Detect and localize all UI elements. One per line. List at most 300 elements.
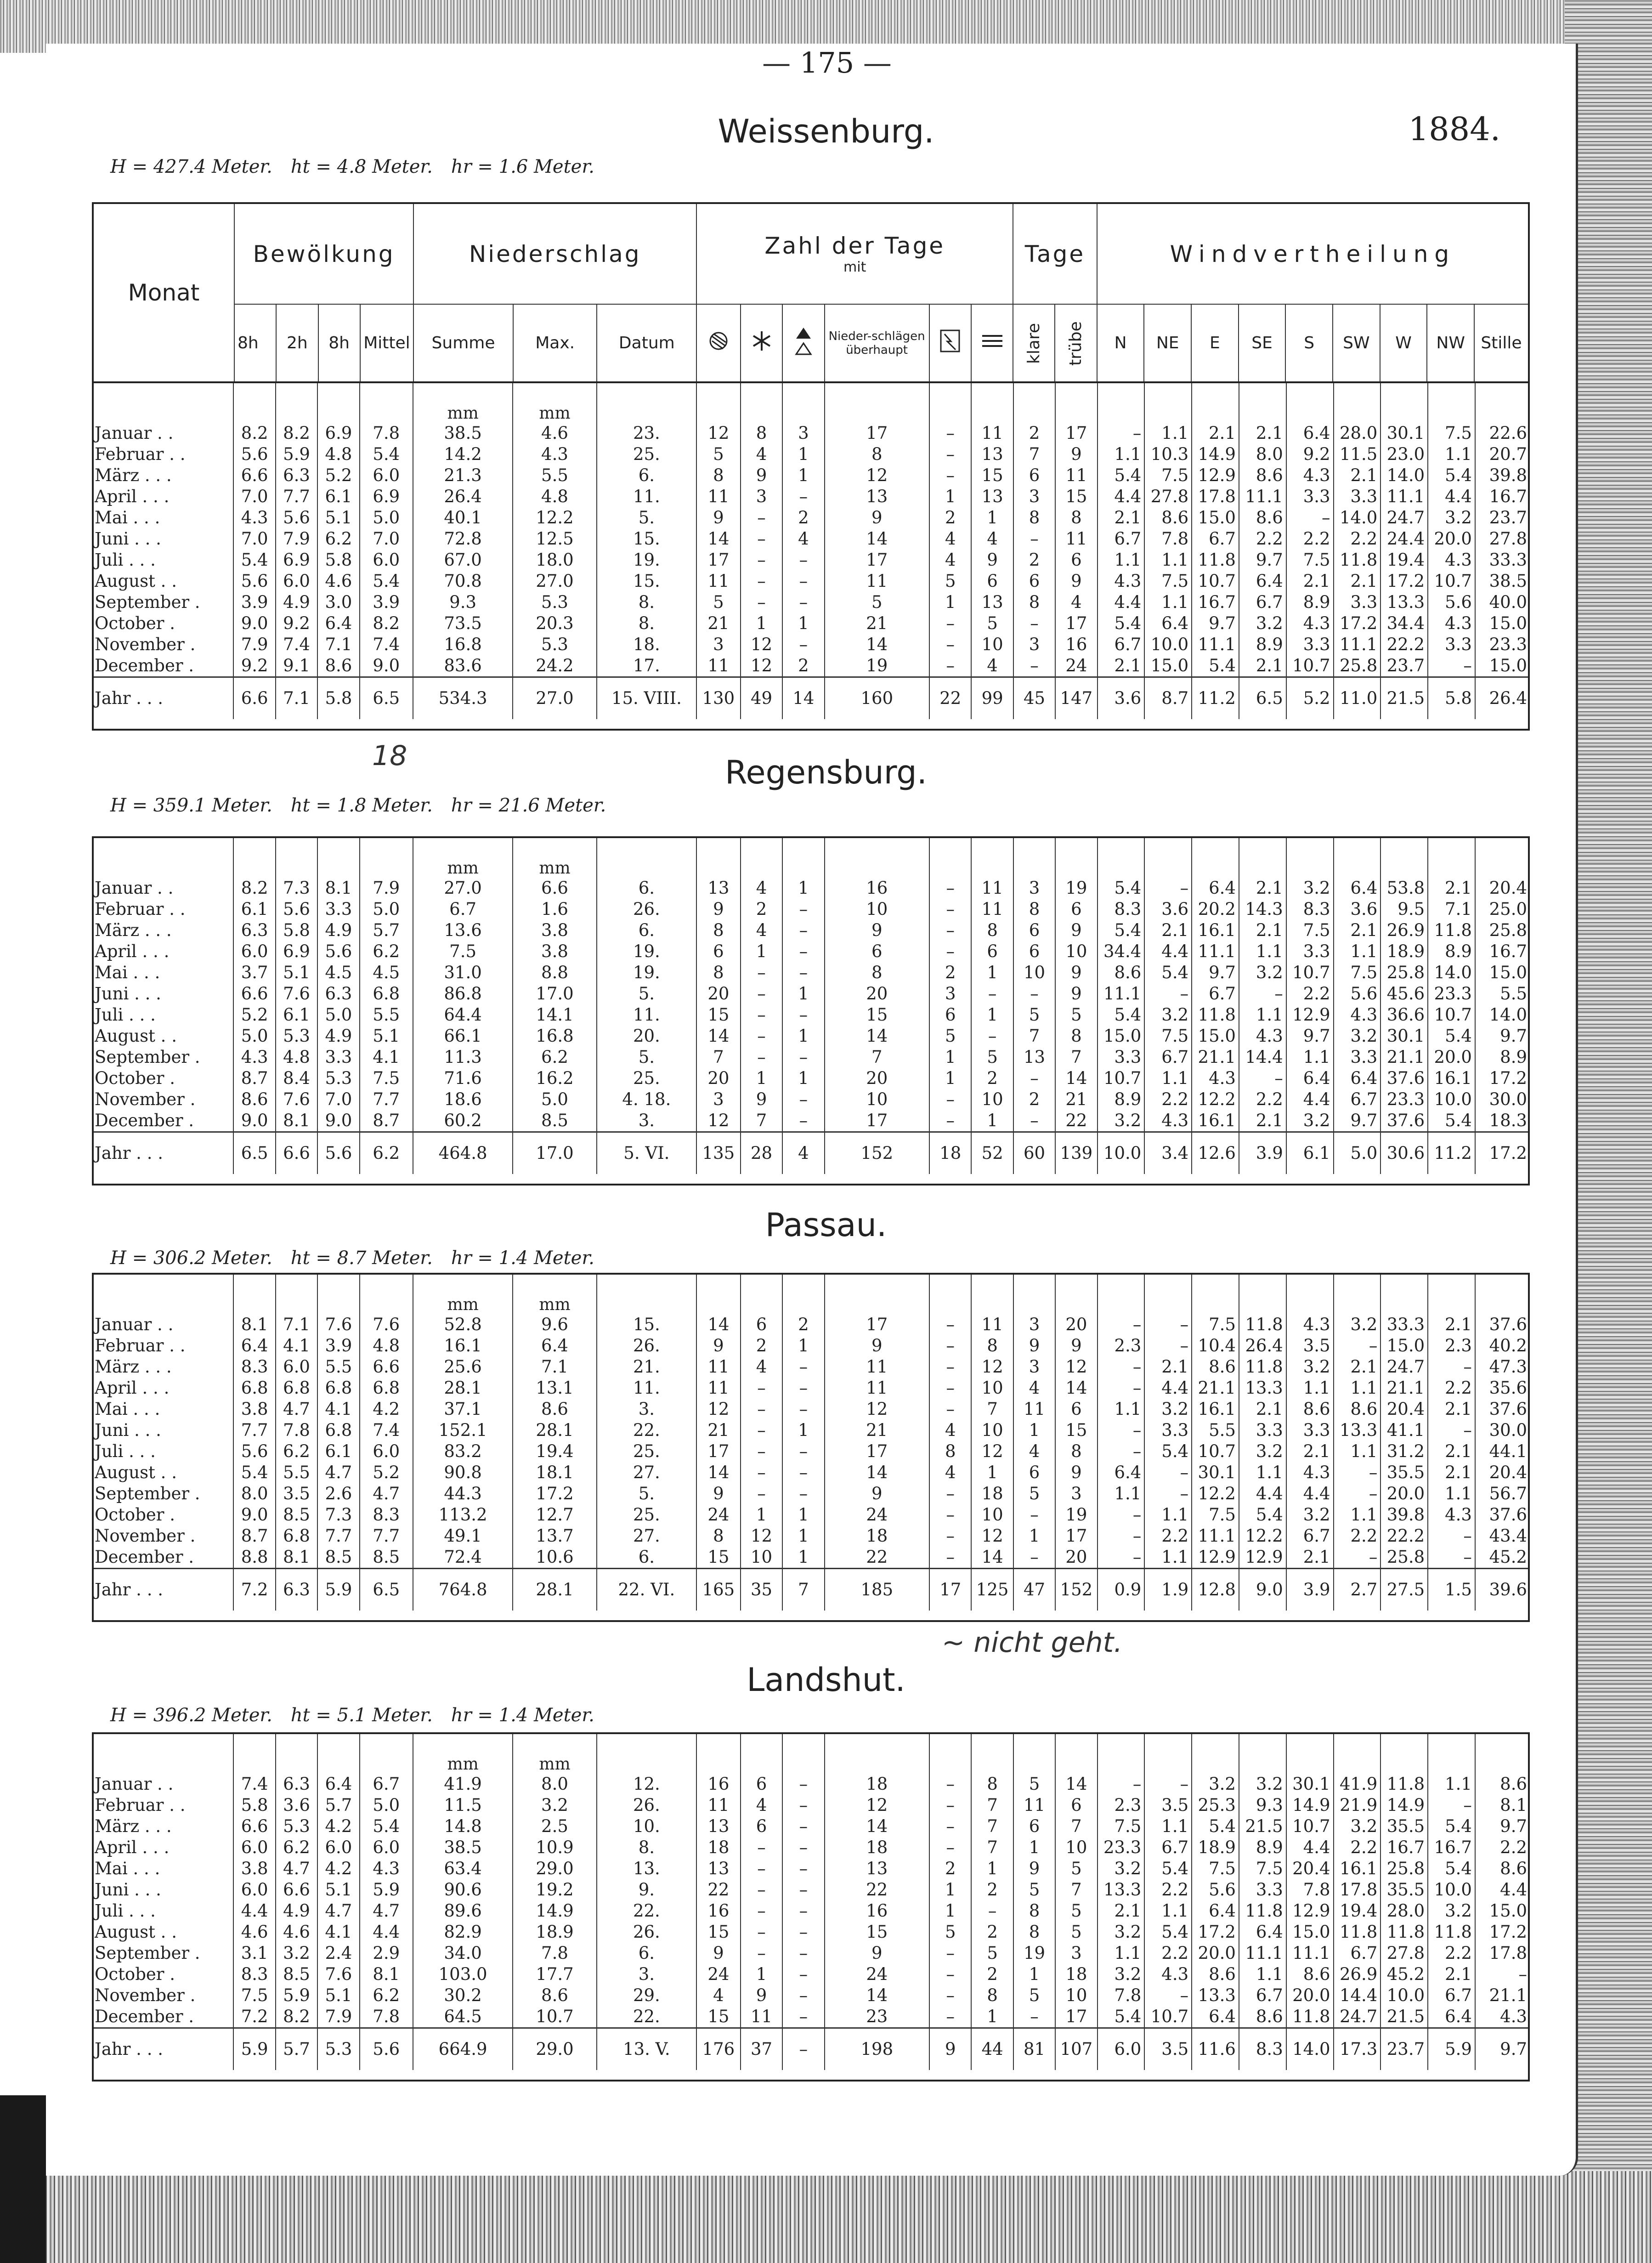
table-cell: 4.3 xyxy=(1286,613,1334,634)
table-cell: 10.7 xyxy=(1192,1441,1239,1462)
table-cell: 11 xyxy=(825,1378,929,1399)
table-cell: 12 xyxy=(696,423,741,444)
station-heights xyxy=(110,795,624,816)
table-cell: 3.5 xyxy=(276,1483,317,1504)
table-cell: – xyxy=(929,1795,971,1816)
table-cell: 2.1 xyxy=(1334,920,1381,941)
table-cell: 7.5 xyxy=(1144,465,1192,486)
table-cell: 11 xyxy=(696,655,741,677)
regensburg-height-note: 18 xyxy=(372,740,407,772)
table-cell: 4 xyxy=(929,550,971,571)
table-cell: 47.3 xyxy=(1475,1356,1530,1378)
table-cell: 13.3 xyxy=(1334,1420,1381,1441)
table-cell: 6.0 xyxy=(233,1837,275,1858)
table-cell: 2.1 xyxy=(1334,1356,1381,1378)
table-cell: 6.6 xyxy=(233,983,275,1004)
table-cell: – xyxy=(741,1858,782,1879)
table-cell: 8.7 xyxy=(360,1110,413,1132)
table-cell: 2 xyxy=(782,1314,824,1335)
table-cell: 130 xyxy=(696,677,741,720)
table-cell: – xyxy=(782,1816,824,1837)
table-cell: 4.3 xyxy=(1428,550,1475,571)
table-cell: 1.1 xyxy=(1144,1547,1192,1569)
table-cell: 1 xyxy=(1013,1420,1055,1441)
table-cell: 5.5 xyxy=(276,1462,317,1483)
table-cell: 26. xyxy=(597,1795,696,1816)
month-label: December . xyxy=(95,656,194,675)
table-cell: 5.1 xyxy=(317,1879,359,1900)
table-cell: 6.8 xyxy=(233,1378,275,1399)
table-cell: 6.7 xyxy=(1144,1837,1192,1858)
table-cell: 6. xyxy=(597,1547,696,1569)
table-cell: 5 xyxy=(1013,1483,1055,1504)
table-cell: 6.2 xyxy=(276,1837,317,1858)
table-cell: 10.0 xyxy=(1428,1879,1475,1900)
table-cell: 6 xyxy=(741,1314,782,1335)
table-cell: 3.3 xyxy=(1428,634,1475,655)
table-cell: 8.6 xyxy=(1239,2006,1286,2028)
table-cell: 19.4 xyxy=(513,1441,597,1462)
table-cell: – xyxy=(782,1837,824,1858)
table-cell: 9.0 xyxy=(1239,1569,1286,1611)
table-cell: 5.3 xyxy=(513,634,597,655)
table-cell: 1.1 xyxy=(1239,1964,1286,1985)
table-cell: 26.4 xyxy=(413,486,513,507)
table-cell: 27.0 xyxy=(513,571,597,592)
table-cell: 45.2 xyxy=(1380,1964,1428,1985)
table-cell: 16.2 xyxy=(513,1068,597,1089)
table-cell: 9.7 xyxy=(1475,1816,1530,1837)
table-cell: 3.2 xyxy=(1428,1900,1475,1922)
table-cell: 1 xyxy=(782,1547,824,1569)
table-cell: 4.3 xyxy=(1286,465,1334,486)
table-cell: 9 xyxy=(825,1483,929,1504)
table-cell: 13.3 xyxy=(1192,1985,1239,2006)
table-cell: 6.4 xyxy=(1334,878,1381,899)
table-cell: 2 xyxy=(971,1922,1013,1943)
table-cell: 7.1 xyxy=(1428,899,1475,920)
table-cell: 14 xyxy=(825,1985,929,2006)
table-cell: 8. xyxy=(597,592,696,613)
table-cell: 86.8 xyxy=(413,983,513,1004)
header-tage: Tage xyxy=(1013,203,1097,304)
table-cell: 4.1 xyxy=(317,1922,359,1943)
table-cell: 5. xyxy=(597,1483,696,1504)
table-cell: 11.5 xyxy=(413,1795,513,1816)
table-cell: – xyxy=(1144,1462,1192,1483)
table-cell: 3 xyxy=(929,983,971,1004)
table-cell: 4.7 xyxy=(317,1462,359,1483)
unit-max: mm xyxy=(513,1732,597,1774)
table-cell: 15. VIII. xyxy=(597,677,696,720)
table-cell: 5.9 xyxy=(276,444,317,465)
table-cell: 11. xyxy=(597,1378,696,1399)
table-cell: 12 xyxy=(825,1399,929,1420)
table-cell: 22 xyxy=(929,677,971,720)
table-cell: 5 xyxy=(929,571,971,592)
table-cell: 3 xyxy=(696,1089,741,1110)
month-label: Juni . . . xyxy=(95,1420,161,1440)
table-cell: 6 xyxy=(1013,1816,1055,1837)
table-cell: 1 xyxy=(971,1004,1013,1026)
table-cell: 8.6 xyxy=(1192,1356,1239,1378)
table-cell: 6.5 xyxy=(360,1569,413,1611)
table-cell: – xyxy=(782,1774,824,1795)
height-H: H = 306.2 Meter. xyxy=(110,1248,272,1269)
table-cell: 2.2 xyxy=(1334,1526,1381,1547)
table-cell: 16.1 xyxy=(1192,1399,1239,1420)
table-cell: 6.0 xyxy=(276,571,317,592)
table-cell: 19.4 xyxy=(1380,550,1428,571)
table-cell: 16 xyxy=(696,1774,741,1795)
table-cell: 20.0 xyxy=(1428,1047,1475,1068)
table-cell: 4.3 xyxy=(1428,1504,1475,1526)
month-label: Mai . . . xyxy=(95,963,160,982)
table-cell: – xyxy=(1144,878,1192,899)
table-cell: – xyxy=(1475,1964,1530,1985)
table-cell: – xyxy=(1098,1774,1145,1795)
table-cell: 1.1 xyxy=(1428,1774,1475,1795)
table-cell: 15 xyxy=(971,465,1013,486)
table-cell: 3.9 xyxy=(1286,1569,1334,1611)
table-cell: 2.1 xyxy=(1192,423,1239,444)
table-cell: 9.3 xyxy=(413,592,513,613)
month-label: Mai . . . xyxy=(95,508,160,527)
table-cell: 21.5 xyxy=(1380,2006,1428,2028)
table-cell: – xyxy=(741,571,782,592)
table-cell: 5.0 xyxy=(360,899,413,920)
table-cell: 8.7 xyxy=(1144,677,1192,720)
table-cell: – xyxy=(1428,1795,1475,1816)
table-cell: 9.7 xyxy=(1475,1026,1530,1047)
table-cell: 10.7 xyxy=(1428,571,1475,592)
table-cell: 16 xyxy=(696,1900,741,1922)
table-cell: – xyxy=(1334,1462,1381,1483)
table-cell: 6 xyxy=(1013,571,1055,592)
table-cell: 4.6 xyxy=(317,571,359,592)
table-cell: 7.3 xyxy=(276,878,317,899)
table-cell: 11 xyxy=(696,1795,741,1816)
table-cell: 4.2 xyxy=(317,1858,359,1879)
table-cell: 11.8 xyxy=(1334,1922,1381,1943)
table-cell: 6.7 xyxy=(1098,634,1145,655)
table-cell: 5.6 xyxy=(317,941,359,962)
table-cell: 24 xyxy=(696,1504,741,1526)
table-cell: 12.2 xyxy=(1192,1089,1239,1110)
table-cell: 3 xyxy=(1055,1483,1097,1504)
table-cell: 0.9 xyxy=(1098,1569,1145,1611)
table-cell: – xyxy=(1013,613,1055,634)
table-cell: 30.1 xyxy=(1380,423,1428,444)
table-cell: 9 xyxy=(741,465,782,486)
table-cell: 11 xyxy=(741,2006,782,2028)
month-label: Mai . . . xyxy=(95,1859,160,1878)
table-cell: – xyxy=(1013,655,1055,677)
table-cell: 5.5 xyxy=(360,1004,413,1026)
table-cell: 3.2 xyxy=(1286,1504,1334,1526)
table-cell: 6 xyxy=(1013,465,1055,486)
table-cell: 11.1 xyxy=(1192,1526,1239,1547)
header-rain-col xyxy=(696,304,741,382)
table-cell: 8.6 xyxy=(513,1985,597,2006)
table-cell: 7.8 xyxy=(1286,1879,1334,1900)
month-label: November . xyxy=(95,1526,196,1546)
table-cell: 8.1 xyxy=(317,878,359,899)
table-cell: 6 xyxy=(929,1004,971,1026)
table-cell: 2 xyxy=(741,899,782,920)
table-cell: 9 xyxy=(696,1483,741,1504)
table-cell: 5.0 xyxy=(317,1004,359,1026)
table-cell: 11. xyxy=(597,1004,696,1026)
table-cell: 22. xyxy=(597,1900,696,1922)
table-cell: 8.3 xyxy=(1098,899,1145,920)
table-cell: 21 xyxy=(1055,1089,1097,1110)
month-label: Januar . . xyxy=(95,1774,174,1794)
table-cell: 64.4 xyxy=(413,1004,513,1026)
table-cell: 1.1 xyxy=(1334,1441,1381,1462)
table-cell: 17 xyxy=(825,1110,929,1132)
table-cell: 8 xyxy=(971,920,1013,941)
table-cell: 99 xyxy=(971,677,1013,720)
table-cell: 2.2 xyxy=(1428,1378,1475,1399)
table-cell: 8.2 xyxy=(233,878,275,899)
table-cell: – xyxy=(782,920,824,941)
table-cell: 21 xyxy=(696,613,741,634)
month-label: Jahr . . . xyxy=(92,1569,233,1611)
table-cell: 5.6 xyxy=(276,899,317,920)
table-cell: 31.2 xyxy=(1380,1441,1428,1462)
table-cell: 19.4 xyxy=(1334,1900,1381,1922)
month-label: Februar . . xyxy=(95,899,186,919)
table-cell: 9.7 xyxy=(1475,2028,1530,2070)
table-cell: 17.0 xyxy=(513,983,597,1004)
table-cell: 6.0 xyxy=(360,1441,413,1462)
table-cell: 7.5 xyxy=(360,1068,413,1089)
table-cell: 2.3 xyxy=(1098,1335,1145,1356)
table-cell: – xyxy=(929,634,971,655)
table-cell: 27.8 xyxy=(1380,1943,1428,1964)
table-cell: 7 xyxy=(1055,1047,1097,1068)
table-cell: 5.4 xyxy=(1192,1816,1239,1837)
table-cell: – xyxy=(929,1089,971,1110)
table-cell: 12 xyxy=(741,1526,782,1547)
table-cell: – xyxy=(782,1462,824,1483)
table-cell: 14 xyxy=(696,1026,741,1047)
table-cell: 1 xyxy=(782,1526,824,1547)
table-cell: 15.0 xyxy=(1380,1335,1428,1356)
table-cell: 8.1 xyxy=(1475,1795,1530,1816)
table-cell: 7.2 xyxy=(233,2006,275,2028)
table-cell: 8 xyxy=(741,423,782,444)
table-cell: – xyxy=(1098,1378,1145,1399)
table-cell: 764.8 xyxy=(413,1569,513,1611)
table-cell: 5 xyxy=(696,592,741,613)
table-cell: 12 xyxy=(696,1399,741,1420)
table-cell: 12.9 xyxy=(1192,465,1239,486)
table-cell: 21. xyxy=(597,1356,696,1378)
table-cell: 6 xyxy=(1055,1399,1097,1420)
table-cell: 5.0 xyxy=(1334,1132,1381,1174)
table-cell: 14 xyxy=(825,1462,929,1483)
table-cell: 16.1 xyxy=(1428,1068,1475,1089)
table-cell: 21.1 xyxy=(1192,1378,1239,1399)
table-cell: – xyxy=(782,571,824,592)
table-cell: 35.5 xyxy=(1380,1816,1428,1837)
table-cell: 11.3 xyxy=(413,1047,513,1068)
table-cell: – xyxy=(971,1900,1013,1922)
table-cell: 8.8 xyxy=(233,1547,275,1569)
table-cell: 5.4 xyxy=(1192,655,1239,677)
table-cell: – xyxy=(782,1089,824,1110)
table-cell: 27.5 xyxy=(1380,1569,1428,1611)
table-cell: 5.4 xyxy=(360,444,413,465)
table-cell: – xyxy=(782,899,824,920)
table-cell: 17.8 xyxy=(1475,1943,1530,1964)
table-cell: 3.3 xyxy=(1239,1420,1286,1441)
table-cell: 13 xyxy=(971,486,1013,507)
table-cell: 4 xyxy=(782,528,824,550)
table-cell: 8.6 xyxy=(1144,507,1192,528)
table-cell: 7.0 xyxy=(233,486,275,507)
table-cell: 6.0 xyxy=(233,1879,275,1900)
table-cell: 8 xyxy=(1055,1026,1097,1047)
table-cell: – xyxy=(782,1483,824,1504)
table-cell: 13 xyxy=(696,1816,741,1837)
table-cell: 21.3 xyxy=(413,465,513,486)
table-cell: 2 xyxy=(1013,423,1055,444)
month-label: November . xyxy=(95,1985,196,2005)
table-cell: 1 xyxy=(971,1462,1013,1483)
table-cell: 3.2 xyxy=(1334,1026,1381,1047)
table-cell: 4 xyxy=(971,528,1013,550)
table-cell: 4.3 xyxy=(513,444,597,465)
table-cell: 4.3 xyxy=(1098,571,1145,592)
table-cell: 12.9 xyxy=(1286,1004,1334,1026)
table-cell: 17.3 xyxy=(1334,2028,1381,2070)
table-cell: 2.2 xyxy=(1286,983,1334,1004)
table-cell: – xyxy=(929,1110,971,1132)
table-cell: 8.5 xyxy=(513,1110,597,1132)
table-cell: 6.4 xyxy=(1192,2006,1239,2028)
table-cell: 3.2 xyxy=(1286,1356,1334,1378)
table-cell: 6.7 xyxy=(413,899,513,920)
table-cell: 9.0 xyxy=(233,1110,275,1132)
table-cell: 20.3 xyxy=(513,613,597,634)
header-niederschlag: Niederschlag xyxy=(413,203,696,304)
table-cell: 3.3 xyxy=(1239,1879,1286,1900)
table-cell: 1 xyxy=(741,1068,782,1089)
table-cell: 10.7 xyxy=(513,2006,597,2028)
table-cell: 8.0 xyxy=(513,1774,597,1795)
table-cell: 2 xyxy=(741,1335,782,1356)
table-cell: 2 xyxy=(929,962,971,983)
table-cell: 4.2 xyxy=(360,1399,413,1420)
header-wind-8: Stille xyxy=(1474,304,1529,382)
thunder-icon xyxy=(937,325,963,361)
month-label: September . xyxy=(95,592,200,612)
table-cell: – xyxy=(1239,1068,1286,1089)
table-cell: 47 xyxy=(1013,1569,1055,1611)
table-frame xyxy=(92,1273,1530,1622)
table-cell: 7.5 xyxy=(1192,1858,1239,1879)
table-cell: 8 xyxy=(971,1335,1013,1356)
table-cell: 14.9 xyxy=(1380,1795,1428,1816)
table-cell: 18. xyxy=(597,634,696,655)
table-cell: 4.5 xyxy=(317,962,359,983)
table-cell: 18.9 xyxy=(1380,941,1428,962)
header-bew-0: 8h xyxy=(234,304,276,382)
table-cell: – xyxy=(741,983,782,1004)
table-cell: 82.9 xyxy=(413,1922,513,1943)
table-cell: 6.0 xyxy=(360,550,413,571)
table-cell: 1 xyxy=(929,592,971,613)
table-cell: 16.8 xyxy=(413,634,513,655)
table-cell: 8.4 xyxy=(276,1068,317,1089)
table-cell: 12.2 xyxy=(1192,1483,1239,1504)
fog-icon xyxy=(979,325,1005,361)
table-cell: 5.4 xyxy=(1428,1026,1475,1047)
table-cell: – xyxy=(929,1483,971,1504)
table-cell: 2.1 xyxy=(1098,507,1145,528)
table-cell: 5.2 xyxy=(360,1462,413,1483)
table-cell: 6.3 xyxy=(233,920,275,941)
table-cell: 4 xyxy=(1055,592,1097,613)
table-cell: 2.2 xyxy=(1144,1526,1192,1547)
table-cell: 21.5 xyxy=(1380,677,1428,720)
table-cell: 9.7 xyxy=(1334,1110,1381,1132)
table-cell: – xyxy=(1144,1335,1192,1356)
table-cell: 17 xyxy=(696,1441,741,1462)
table-cell: 10 xyxy=(1055,1837,1097,1858)
table-cell: 8.6 xyxy=(1286,1399,1334,1420)
table-cell: 4.7 xyxy=(360,1900,413,1922)
table-cell: 9 xyxy=(825,920,929,941)
table-cell: 6 xyxy=(1055,899,1097,920)
table-cell: 56.7 xyxy=(1475,1483,1530,1504)
table-cell: 7.8 xyxy=(513,1943,597,1964)
table-cell: 6.4 xyxy=(317,1774,359,1795)
table-cell: 3 xyxy=(1013,878,1055,899)
table-cell: 9.7 xyxy=(1192,613,1239,634)
table-cell: 1 xyxy=(782,444,824,465)
table-cell: 11.6 xyxy=(1192,2028,1239,2070)
table-cell: 5.7 xyxy=(276,2028,317,2070)
table-cell: 8. xyxy=(597,613,696,634)
table-cell: 6.6 xyxy=(276,1132,317,1174)
table-cell: – xyxy=(741,1900,782,1922)
table-cell: 5 xyxy=(971,1943,1013,1964)
table-cell: 11.8 xyxy=(1192,550,1239,571)
table-cell: 10.7 xyxy=(1192,571,1239,592)
table-cell: 6. xyxy=(597,465,696,486)
table-cell: 5.4 xyxy=(1098,613,1145,634)
table-cell: 152 xyxy=(825,1132,929,1174)
table-cell: 29.0 xyxy=(513,1858,597,1879)
table-cell: 8.9 xyxy=(1239,1837,1286,1858)
table-cell: 15.0 xyxy=(1475,613,1530,634)
table-cell: 23.3 xyxy=(1475,634,1530,655)
header-wind-4: S xyxy=(1285,304,1333,382)
table-cell: 1.1 xyxy=(1144,423,1192,444)
table-cell: 3.3 xyxy=(1334,1047,1381,1068)
table-cell: 4 xyxy=(741,1356,782,1378)
table-cell: 6.0 xyxy=(360,1837,413,1858)
table-cell: 9 xyxy=(929,2028,971,2070)
table-cell: 13 xyxy=(971,592,1013,613)
table-cell: 2 xyxy=(782,507,824,528)
month-label: December . xyxy=(95,1547,194,1567)
table-cell: 3.2 xyxy=(1334,1816,1381,1837)
